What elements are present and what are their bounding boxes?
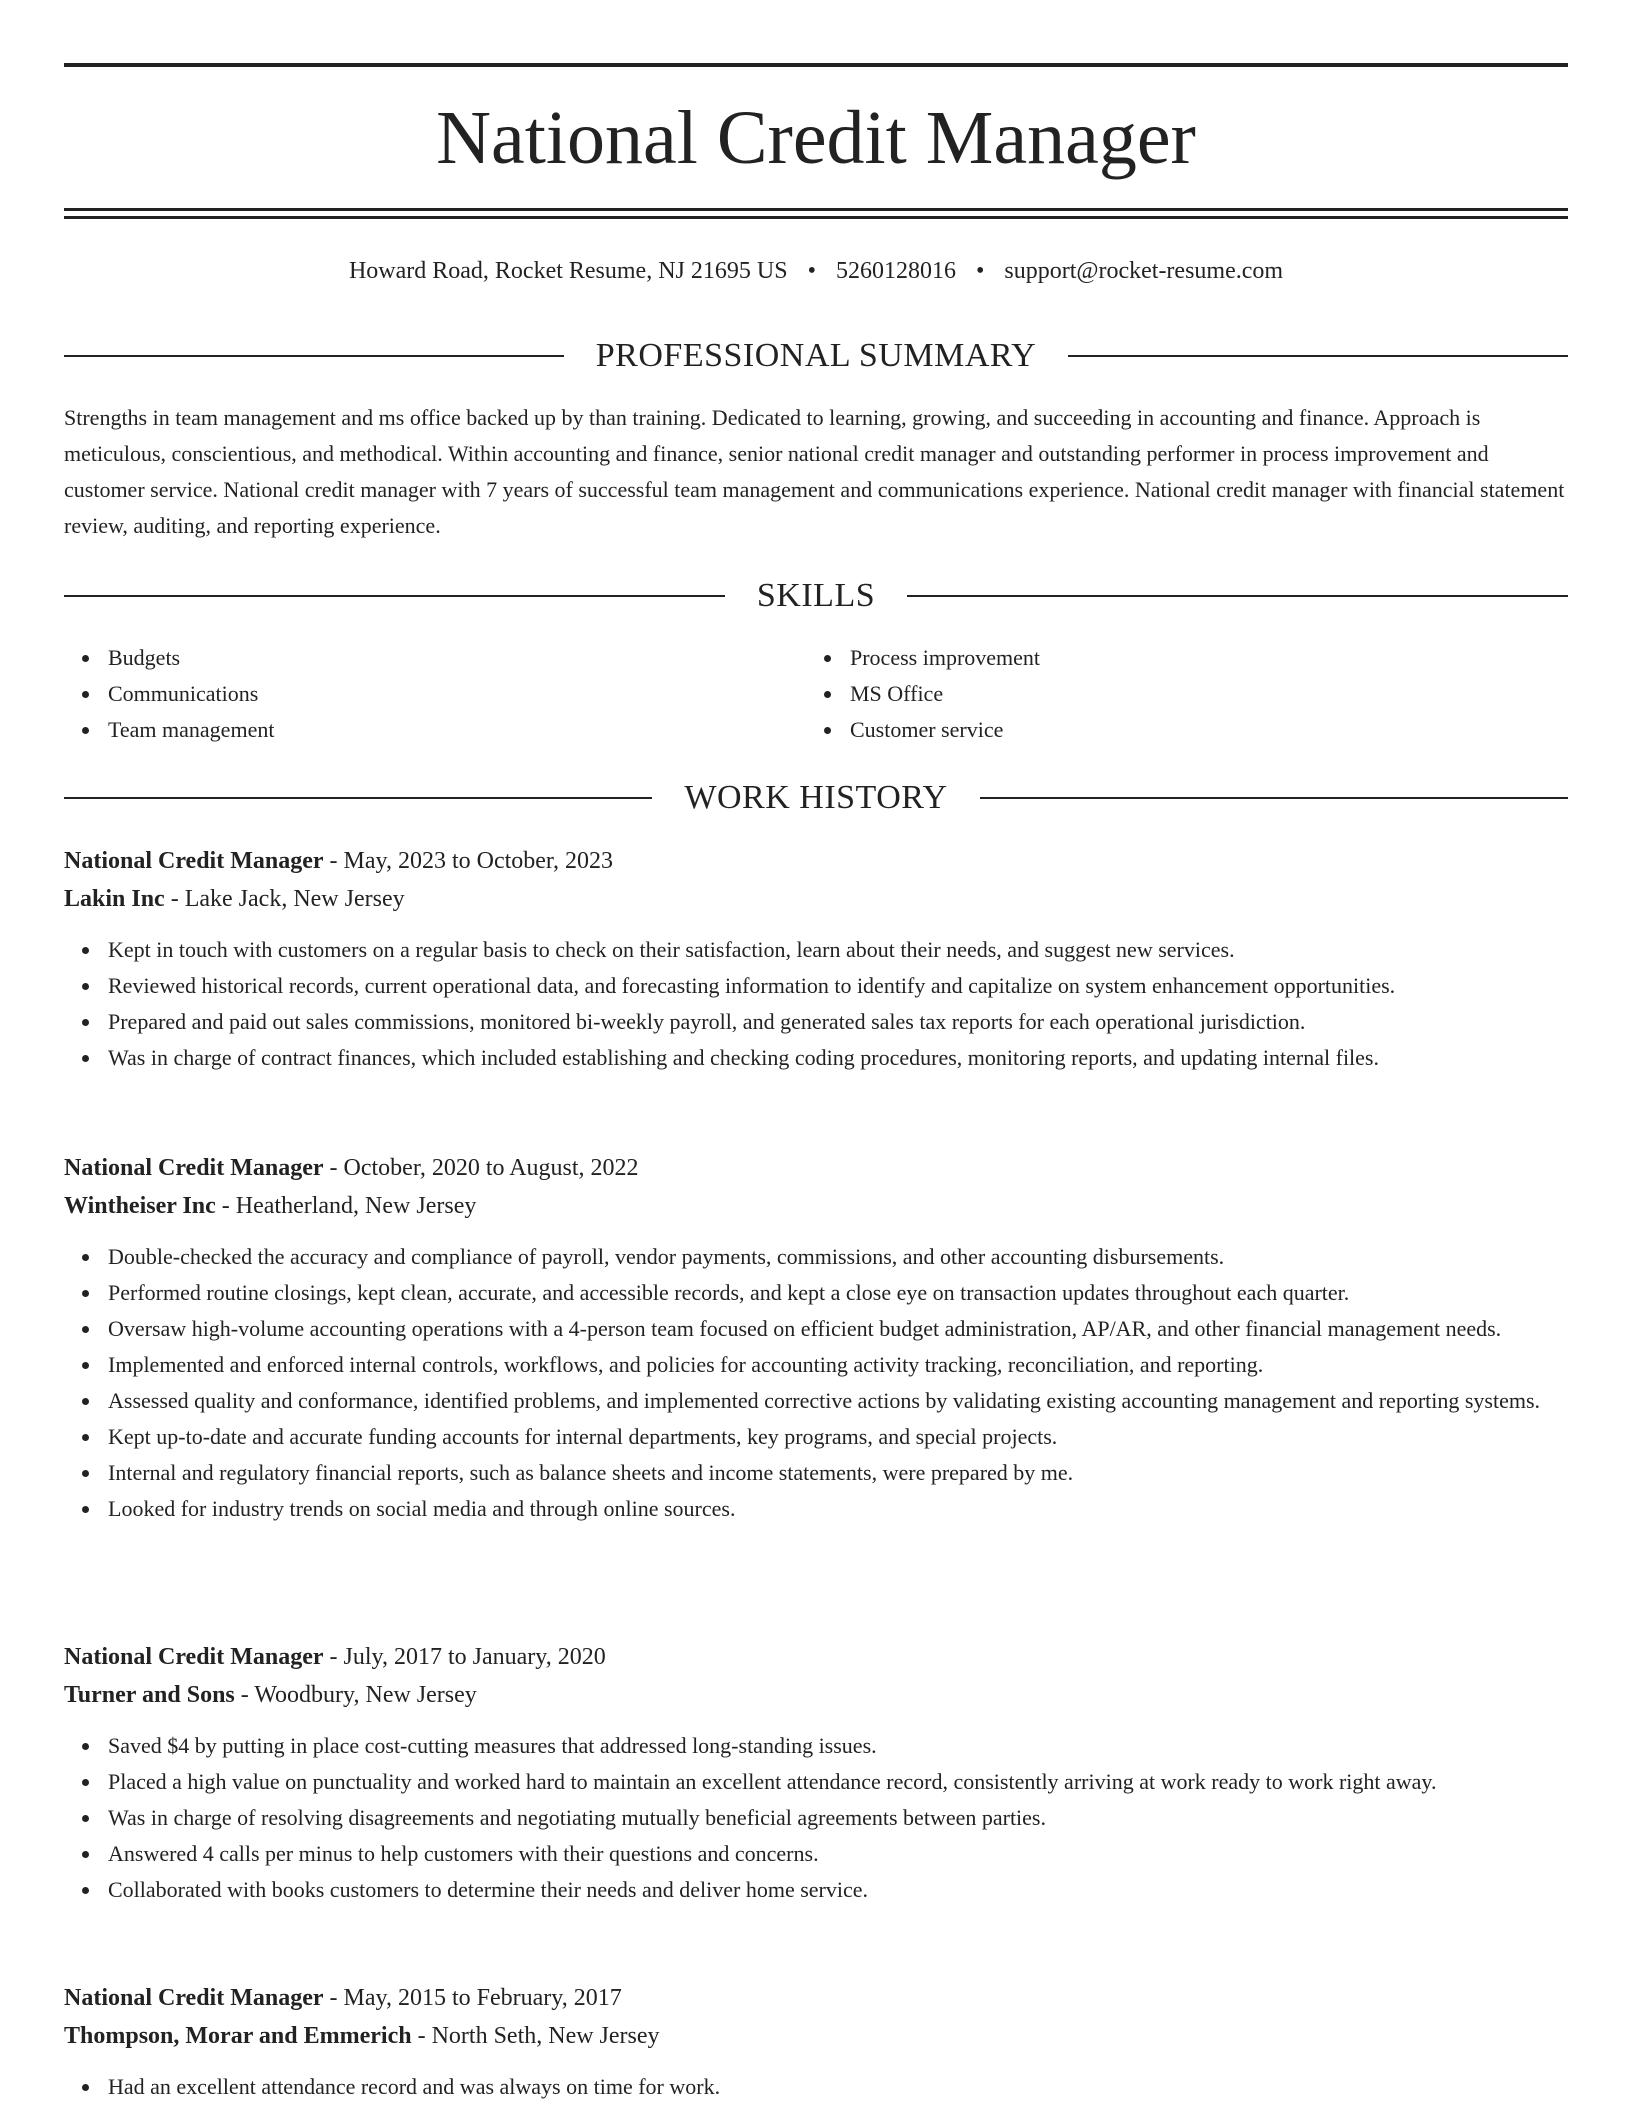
contact-separator: •: [807, 258, 816, 284]
job-entry: [64, 1638, 1568, 1908]
job-bullet: Prepared and paid out sales commissions, monitored bi-weekly payroll, and generated sales tax reports for each operational jurisdiction.: [64, 1004, 1568, 1040]
job-bullet: Placed a high value on punctuality and worked hard to maintain an excellent attendance record, consistently arriving at work ready to work right away.: [64, 1764, 1568, 1800]
job-location: - Lake Jack, New Jersey: [164, 886, 405, 912]
job-entry: [64, 1979, 1568, 2105]
section-heading-skills: [64, 576, 1568, 616]
job-title-line: [64, 1638, 1568, 1676]
resume-title: National Credit Manager: [436, 96, 1196, 180]
job-title: National Credit Manager: [64, 1155, 324, 1181]
section-rule-right: [907, 595, 1568, 597]
skill-item: Communications: [64, 676, 806, 712]
job-company: Thompson, Morar and Emmerich: [64, 2023, 412, 2049]
professional-summary-text: Strengths in team management and ms office backed up by than training. Dedicated to learning, growing, and succeeding in accounting and finance. Approach is meticulous, conscientious, and methodical. Within accounting and finance, senior national credit manager and outstanding performer in process improvement and customer service. National credit manager with 7 years of successful team management and communications experience. National credit manager with financial statement review, auditing, and reporting experience.: [64, 405, 1565, 538]
job-bullet: Internal and regulatory financial reports, such as balance sheets and income statements, were prepared by me.: [64, 1455, 1568, 1491]
contact-separator: •: [975, 258, 985, 284]
job-bullet: Reviewed historical records, current operational data, and forecasting information to identify and capitalize on system enhancement opportunities.: [64, 968, 1568, 1004]
skill-item: Process improvement: [806, 640, 1548, 676]
section-rule-left: [64, 595, 725, 597]
job-location: - Woodbury, New Jersey: [234, 1682, 477, 1708]
job-bullet: Looked for industry trends on social media and through online sources.: [64, 1491, 1568, 1527]
job-company-line: [64, 1676, 1568, 1714]
section-rule-left: [64, 355, 564, 357]
job-bullet: Was in charge of resolving disagreements and negotiating mutually beneficial agreements between parties.: [64, 1800, 1568, 1836]
job-location: - North Seth, New Jersey: [411, 2023, 660, 2049]
section-heading-summary: [64, 336, 1568, 376]
header-double-rule-lower: [64, 216, 1568, 219]
contact-address: Howard Road, Rocket Resume, NJ 21695 US: [348, 258, 788, 284]
job-title-line: [64, 1149, 1568, 1187]
job-company-line: [64, 2017, 1568, 2055]
job-title-line: [64, 842, 1568, 880]
job-bullets: [64, 1728, 1568, 1908]
job-company-line: [64, 880, 1568, 918]
section-heading-work-history: [64, 778, 1568, 818]
job-company-line: [64, 1187, 1568, 1225]
job-bullet: Collaborated with books customers to determine their needs and deliver home service.: [64, 1872, 1568, 1908]
job-bullet: Answered 4 calls per minus to help customers with their questions and concerns.: [64, 1836, 1568, 1872]
skills-list: [64, 640, 1568, 748]
section-title-summary: PROFESSIONAL SUMMARY: [595, 337, 1037, 374]
contact-phone: 5260128016: [835, 258, 956, 284]
contact-line: [64, 254, 1568, 288]
skill-item: Customer service: [806, 712, 1548, 748]
job-title: National Credit Manager: [64, 1985, 324, 2011]
section-rule-left: [64, 797, 652, 799]
job-bullets: [64, 932, 1568, 1076]
job-company: Wintheiser Inc: [64, 1193, 216, 1219]
job-bullet: Oversaw high-volume accounting operations with a 4-person team focused on efficient budget administration, AP/AR, and other financial management needs.: [64, 1311, 1568, 1347]
job-dates: - May, 2023 to October, 2023: [323, 848, 613, 874]
job-bullet: Double-checked the accuracy and compliance of payroll, vendor payments, commissions, and other accounting disbursements.: [64, 1239, 1568, 1275]
resume-page: [64, 0, 1568, 2112]
job-company: Lakin Inc: [64, 886, 165, 912]
job-bullet: Had an excellent attendance record and was always on time for work.: [64, 2069, 1568, 2105]
section-title-skills: SKILLS: [756, 577, 876, 614]
job-company: Turner and Sons: [64, 1682, 235, 1708]
job-title-line: [64, 1979, 1568, 2017]
skill-item: MS Office: [806, 676, 1548, 712]
job-location: - Heatherland, New Jersey: [215, 1193, 477, 1219]
job-bullet: Implemented and enforced internal controls, workflows, and policies for accounting activity tracking, reconciliation, and reporting.: [64, 1347, 1568, 1383]
skill-item: Budgets: [64, 640, 806, 676]
skills-column-right: [806, 640, 1548, 748]
job-bullet: Assessed quality and conformance, identified problems, and implemented corrective actions by validating existing accounting management and reporting systems.: [64, 1383, 1568, 1419]
job-bullet: Was in charge of contract finances, which included establishing and checking coding procedures, monitoring reports, and updating internal files.: [64, 1040, 1568, 1076]
job-bullet: Kept in touch with customers on a regular basis to check on their satisfaction, learn about their needs, and suggest new services.: [64, 932, 1568, 968]
header-double-rule-upper: [64, 208, 1568, 211]
job-bullet: Saved $4 by putting in place cost-cutting measures that addressed long-standing issues.: [64, 1728, 1568, 1764]
skill-item: Team management: [64, 712, 806, 748]
section-rule-right: [1068, 355, 1568, 357]
header-top-rule: [64, 63, 1568, 67]
job-bullets: [64, 1239, 1568, 1527]
job-bullets: [64, 2069, 1568, 2105]
section-title-work-history: WORK HISTORY: [684, 779, 948, 816]
job-dates: - May, 2015 to February, 2017: [323, 1985, 622, 2011]
contact-email: support@rocket-resume.com: [1004, 258, 1284, 284]
job-bullet: Performed routine closings, kept clean, accurate, and accessible records, and kept a close eye on transaction updates throughout each quarter.: [64, 1275, 1568, 1311]
job-dates: - October, 2020 to August, 2022: [323, 1155, 639, 1181]
job-bullet: Kept up-to-date and accurate funding accounts for internal departments, key programs, and special projects.: [64, 1419, 1568, 1455]
job-dates: - July, 2017 to January, 2020: [323, 1644, 606, 1670]
section-rule-right: [980, 797, 1568, 799]
job-entry: [64, 1149, 1568, 1527]
job-title: National Credit Manager: [64, 1644, 324, 1670]
job-entry: [64, 842, 1568, 1076]
job-title: National Credit Manager: [64, 848, 324, 874]
skills-column-left: [64, 640, 806, 748]
